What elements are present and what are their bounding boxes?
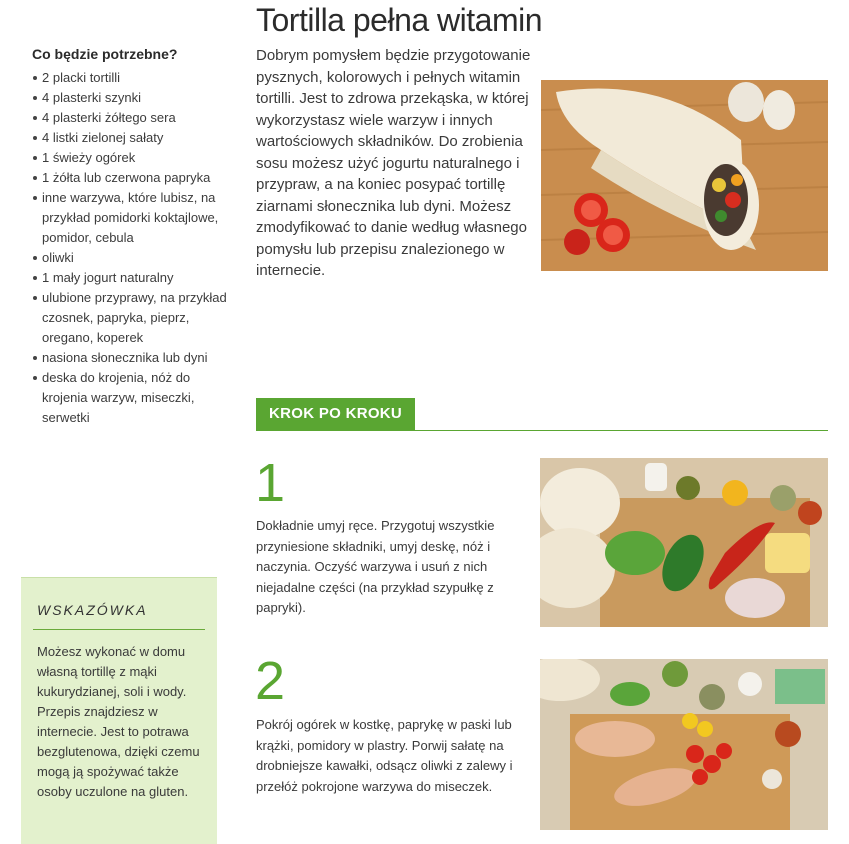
intro-text: Dobrym pomysłem będzie przygotowanie pysznych, kolorowych i pełnych witamin tortilli. Jest to zdrowa przekąska, w której wykorzystasz wiele warzyw i innych wartościowych składników. Do zrobienia sosu możesz użyć jogurtu naturalnego i przypraw, a na koniec posypać tortillę ziarnami słonecznika lub dyni. Możesz zmodyfikować to danie według własnego pomysłu lub przepisu znalezionego w internecie.	[256, 47, 531, 279]
page-title: Tortilla pełna witamin	[256, 2, 543, 38]
step-number: 1	[255, 453, 286, 513]
list-item: 4 plasterki szynki	[32, 88, 232, 108]
step-number: 2	[255, 651, 286, 711]
tip-text: Możesz wykonać w domu własną tortillę z mąki kukurydzianej, soli i wody. Przepis znajdziesz w internecie. Jest to potrawa bezglutenowa, dzięki czemu mogą ją spożywać także osoby uczulone na gluten.	[37, 644, 200, 799]
list-item: 4 plasterki żółtego sera	[32, 108, 232, 128]
cutting-photo	[540, 659, 828, 830]
list-item: oliwki	[32, 248, 232, 268]
list-item: 2 placki tortilli	[32, 68, 232, 88]
section-divider	[256, 430, 828, 431]
step-text: Dokładnie umyj ręce. Przygotuj wszystkie przyniesione składniki, umyj deskę, nóż i naczynia. Oczyść warzywa i usuń z nich niejadalne części (na przykład szypułkę z papryki).	[256, 518, 495, 615]
ingredients-items	[32, 68, 232, 428]
ingredients-heading: Co będzie potrzebne?	[32, 46, 178, 62]
list-item: ulubione przyprawy, na przykład czosnek, papryka, pieprz, oregano, koperek	[32, 288, 232, 348]
ingredients-list	[32, 46, 232, 428]
step-text: Pokrój ogórek w kostkę, paprykę w paski lub krążki, pomidory w plastry. Porwij sałatę na drobniejsze kawałki, odsącz oliwki z zalewy i przełóż pokrojone warzywa do miseczek.	[256, 717, 513, 794]
list-item: 1 mały jogurt naturalny	[32, 268, 232, 288]
list-item: 1 żółta lub czerwona papryka	[32, 168, 232, 188]
tip-box	[21, 577, 217, 844]
list-item: 4 listki zielonej sałaty	[32, 128, 232, 148]
list-item: nasiona słonecznika lub dyni	[32, 348, 232, 368]
list-item: deska do krojenia, nóż do krojenia warzyw, miseczki, serwetki	[32, 368, 232, 428]
list-item: inne warzywa, które lubisz, na przykład pomidorki koktajlowe, pomidor, cebula	[32, 188, 232, 248]
tip-title: WSKAZÓWKA	[37, 602, 148, 618]
tip-divider	[33, 629, 205, 630]
ingredients-photo	[540, 458, 828, 627]
list-item: 1 świeży ogórek	[32, 148, 232, 168]
tortilla-photo	[541, 80, 828, 271]
section-title: KROK PO KROKU	[256, 398, 415, 430]
